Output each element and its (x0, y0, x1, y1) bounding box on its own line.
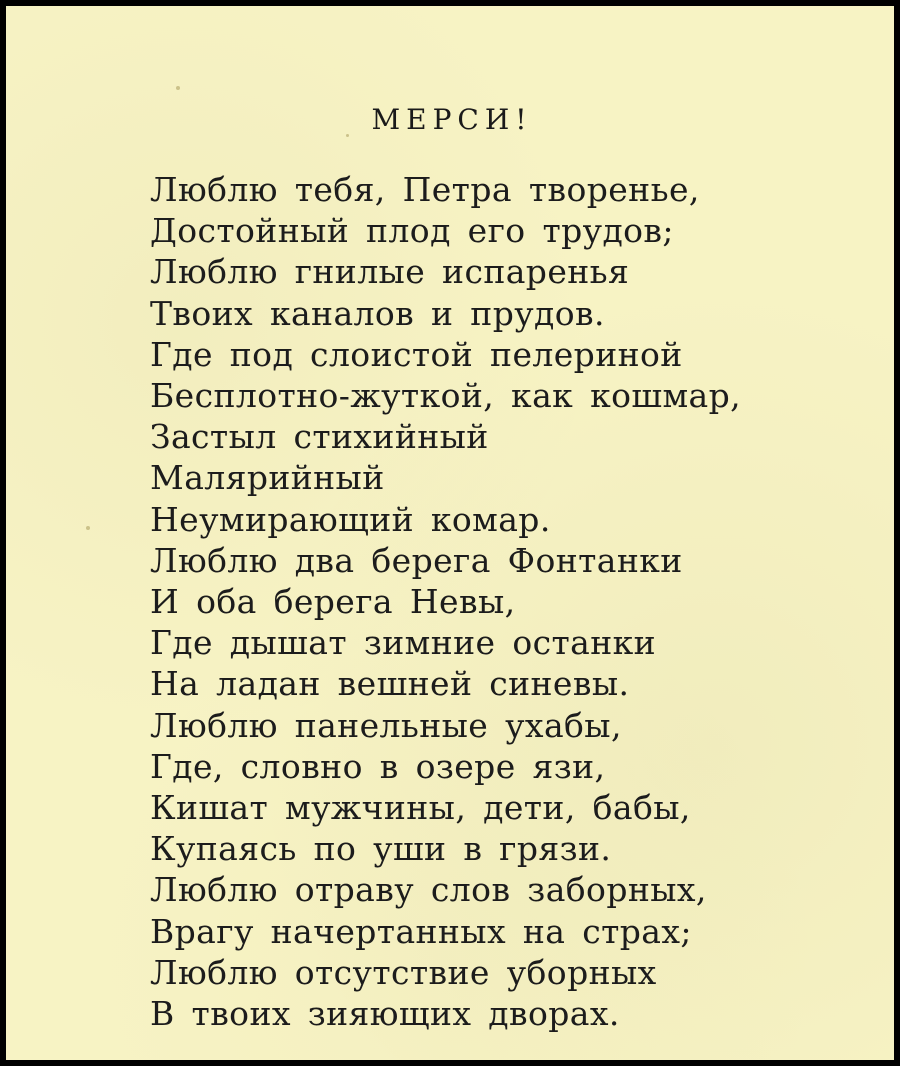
poem-line: Малярийный (150, 458, 385, 498)
poem-line: Где дышат зимние останки (150, 623, 657, 663)
poem-title: МЕРСИ! (371, 103, 533, 136)
poem-line: Врагу начертанных на страх; (150, 911, 692, 951)
paper-speck (86, 526, 90, 530)
poem-line: Люблю отраву слов заборных, (150, 870, 707, 910)
poem-line: Люблю два берега Фонтанки (150, 540, 683, 580)
poem-line: Люблю тебя, Петра творенье, (150, 170, 700, 209)
scanned-page (6, 6, 894, 1060)
poem-line: Купаясь по уши в грязи. (150, 829, 612, 869)
poem-line: И оба берега Невы, (150, 582, 516, 622)
poem-line: Люблю гнилые испаренья (150, 252, 630, 292)
poem-line: Неумирающий комар. (150, 499, 551, 539)
poem-line: Бесплотно-жуткой, как кошмар, (150, 376, 741, 416)
poem-line: Люблю отсутствие уборных (150, 952, 657, 992)
poem-line: Достойный плод его трудов; (150, 211, 674, 251)
poem-line: Застыл стихийный (150, 417, 489, 457)
paper-speck (176, 86, 180, 90)
poem-line: В твоих зияющих дворах. (150, 994, 620, 1034)
poem-line: Где, словно в озере язи, (150, 746, 606, 786)
poem-line: Кишат мужчины, дети, бабы, (150, 788, 691, 828)
poem-line: Твоих каналов и прудов. (150, 293, 605, 333)
poem-line: На ладан вешней синевы. (150, 664, 630, 704)
poem-line: Где под слоистой пелериной (150, 334, 683, 374)
poem-line: Люблю панельные ухабы, (150, 705, 622, 745)
poem-body (150, 169, 741, 1034)
